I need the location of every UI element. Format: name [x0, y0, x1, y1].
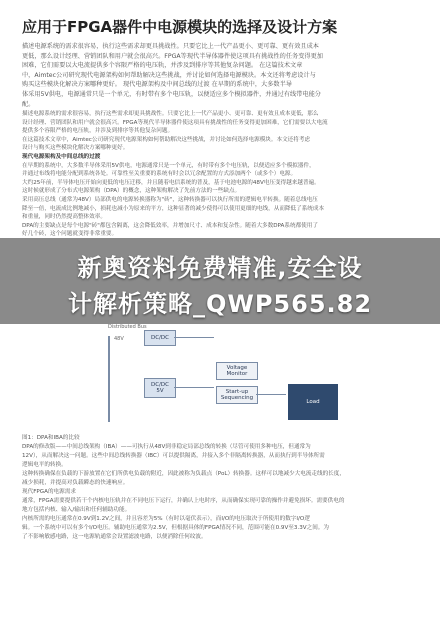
- text-line: 内核所需的电压通常在0.9V到1.2V之间，并且容差为5%（有时以毫伏表示），而I/O的电压取决于所使用的数字I/O逻: [22, 516, 310, 522]
- text-line: 设计经理、营销团队和用户就会很高兴。FPGA等现代半导体器件使这项具有挑战性的任务变得更加困难，它们需要以大电流: [22, 119, 328, 126]
- load-block: Load: [288, 384, 338, 420]
- text-line: 减少损耗，并提高对负载瞬态的快速响应。: [22, 480, 129, 486]
- text-line: 困难，它们需要以大电流提供多个容限严格的电压轨，并涉及到排序等其他复杂问题。 在这篇技术文章: [22, 62, 303, 70]
- overlay-headline-line1: 新奥资料免费精准,安全设: [77, 254, 363, 282]
- text-line: 这种转换确保在负载的下游放置在它们所供电负载的附近，因此被称为负载点（PoL）转换器。这样可以地减少大电流走线的长度，: [22, 471, 345, 477]
- text-line: 现代FPGA的电源需求: [22, 489, 76, 495]
- text-line: 地方包括内核、输入/输出和任何辅助功能。: [22, 507, 131, 513]
- text-line: 在这篇技术文章中，Aimtec公司研究现代电源架构如何帮助解决这些挑战，并讨论如何选择电源模块。本文还将考虑: [22, 136, 311, 143]
- text-line: 中，Aimtec公司研究现代电源架构如何帮助解决这些挑战，并讨论如何选择电源模块。本文还将考虑设计与: [22, 71, 316, 79]
- connector: [174, 337, 214, 338]
- text-line: DPA的修改版——中间总线架构（IBA）——可执行从48V到非稳定局部总线的转换（尽管可使用多种电压，但通常为: [22, 444, 311, 450]
- text-line: 提供多个容限严格的电压轨，并涉及到排序等其他复杂问题。: [22, 128, 174, 135]
- comparison-paragraph: [22, 434, 418, 542]
- text-line: 通常，FPGA需要提供若干个内核电压轨并在不同电压下运行，并确认上电时序，从而确保实现可靠的操作并避免损坏。需要供电的: [22, 498, 345, 504]
- connector: [174, 387, 214, 388]
- text-line: 体采用5V供电，电源通常只是一个单元，有时带有多个电压轨，以便适应多个模拟器件，并通过有线带电能分: [22, 90, 321, 98]
- connector: [256, 394, 286, 395]
- text-line: 描述电源系统的需求很容易，执行这些需求却更具挑战性。只要它比上一代产品更小、更可靠、更有效且成本: [22, 43, 319, 50]
- dcdc-converter: DC/DC: [144, 330, 176, 346]
- text-line: 好几个砖，这个问题就变得非常重要。: [22, 231, 118, 238]
- text-line: 和重量，同时仍然提高整体效率。: [22, 214, 106, 221]
- text-line: 采用高压总线（通常为48V）局部供电的电源转换器称为"砖"，这种转换器可以执行所需的逻辑电平转换。随着总线电压: [22, 196, 318, 203]
- text-line: 辑。一个系统中可以有多个I/O电压。辅助电压通常为2.5V，但根据具体的FPGA情况不同，范围可能在0.9V至3.3V之间。为: [22, 525, 329, 531]
- bus-label: 48V: [114, 336, 124, 342]
- dcdc-converter-5v: DC/DC 5V: [144, 378, 176, 398]
- text-line: 逻辑电平的转换。: [22, 462, 67, 468]
- text-line: DPA的主要缺点是每个电源"砖"都包含隔离，这会降低效率，并增加尺寸、成本和复杂性。随着大多数DPA系统都使用了: [22, 222, 318, 229]
- power-architecture-diagram: [104, 322, 362, 428]
- text-line: 降至一倍，电流成比例地减小，损耗也减小为原来的平方，这种显著的减少使得可以使用更细的电线，从而降低了系统成本: [22, 205, 325, 212]
- bus-line: [108, 336, 110, 422]
- text-line: 这时候就形成了分布式电源架构（DPA）的概念，这种架构解决了先前方法的一些缺点。: [22, 188, 241, 195]
- startup-sequencing-box: Start-up Sequencing: [216, 386, 258, 404]
- summary-paragraph: [22, 110, 418, 239]
- voltage-monitor-box: Voltage Monitor: [216, 362, 258, 380]
- text-line: 更低，那么设计经理、营销团队和用户就会很高兴。FPGA等现代半导体器件使这项具有挑战性的任务变得更加: [22, 52, 323, 60]
- text-line: 描述电源系统的需求很容易，执行这些需求却更具挑战性。只要它比上一代产品更小、更可靠、更有效且成本更低，那么: [22, 111, 319, 117]
- text-line: 设计与购买这些模块化解决方案哪种更好。: [22, 145, 129, 152]
- figure-caption: 图1：DPA和IBA的比较: [22, 435, 80, 441]
- text-line: 在早期的系统中，大多数半导体采用5V供电，电源通常只是一个单元，有时带有多个电压轨，以便适应多个模拟器件，: [22, 162, 315, 169]
- text-line: 并通过布线将电能分配到系统各处。可靠性至关重要的系统有时会以冗余配置的方式添加两个（或多个）电源。: [22, 171, 297, 178]
- intro-paragraph: [22, 42, 418, 109]
- document-title: 应用于FPGA器件中电源模块的选择及设计方案: [22, 18, 338, 36]
- text-line: 购买这些模块化解决方案哪种更好。 现代电源架构及中间总线的过渡 在早期的系统中，大多数半导: [22, 81, 292, 89]
- text-line: 了不影响敏感电路，这一电源轨通常会设置滤波电路，以便消除任何纹波。: [22, 534, 207, 540]
- text-line: 大约25年前，半导体电压开始向更低的电压迁移，并且随着电信系统的普及，基于电池电源的48V电压变得越来越普遍。: [22, 179, 320, 186]
- section-heading: 现代电源架构及中间总线的过渡: [22, 153, 101, 160]
- text-line: 12V），从而解决这一问题。这些中间总线转换器（IBC）可以提供隔离，并接入多个非隔离转换器，从而执行到半导体所需: [22, 453, 325, 459]
- overlay-headline-line2: 计解析策略_QWP565.82: [67, 290, 373, 318]
- diagram-legend: Distributed Bus: [108, 324, 147, 330]
- overlay-band: [0, 238, 440, 324]
- text-line: 配。: [22, 100, 35, 108]
